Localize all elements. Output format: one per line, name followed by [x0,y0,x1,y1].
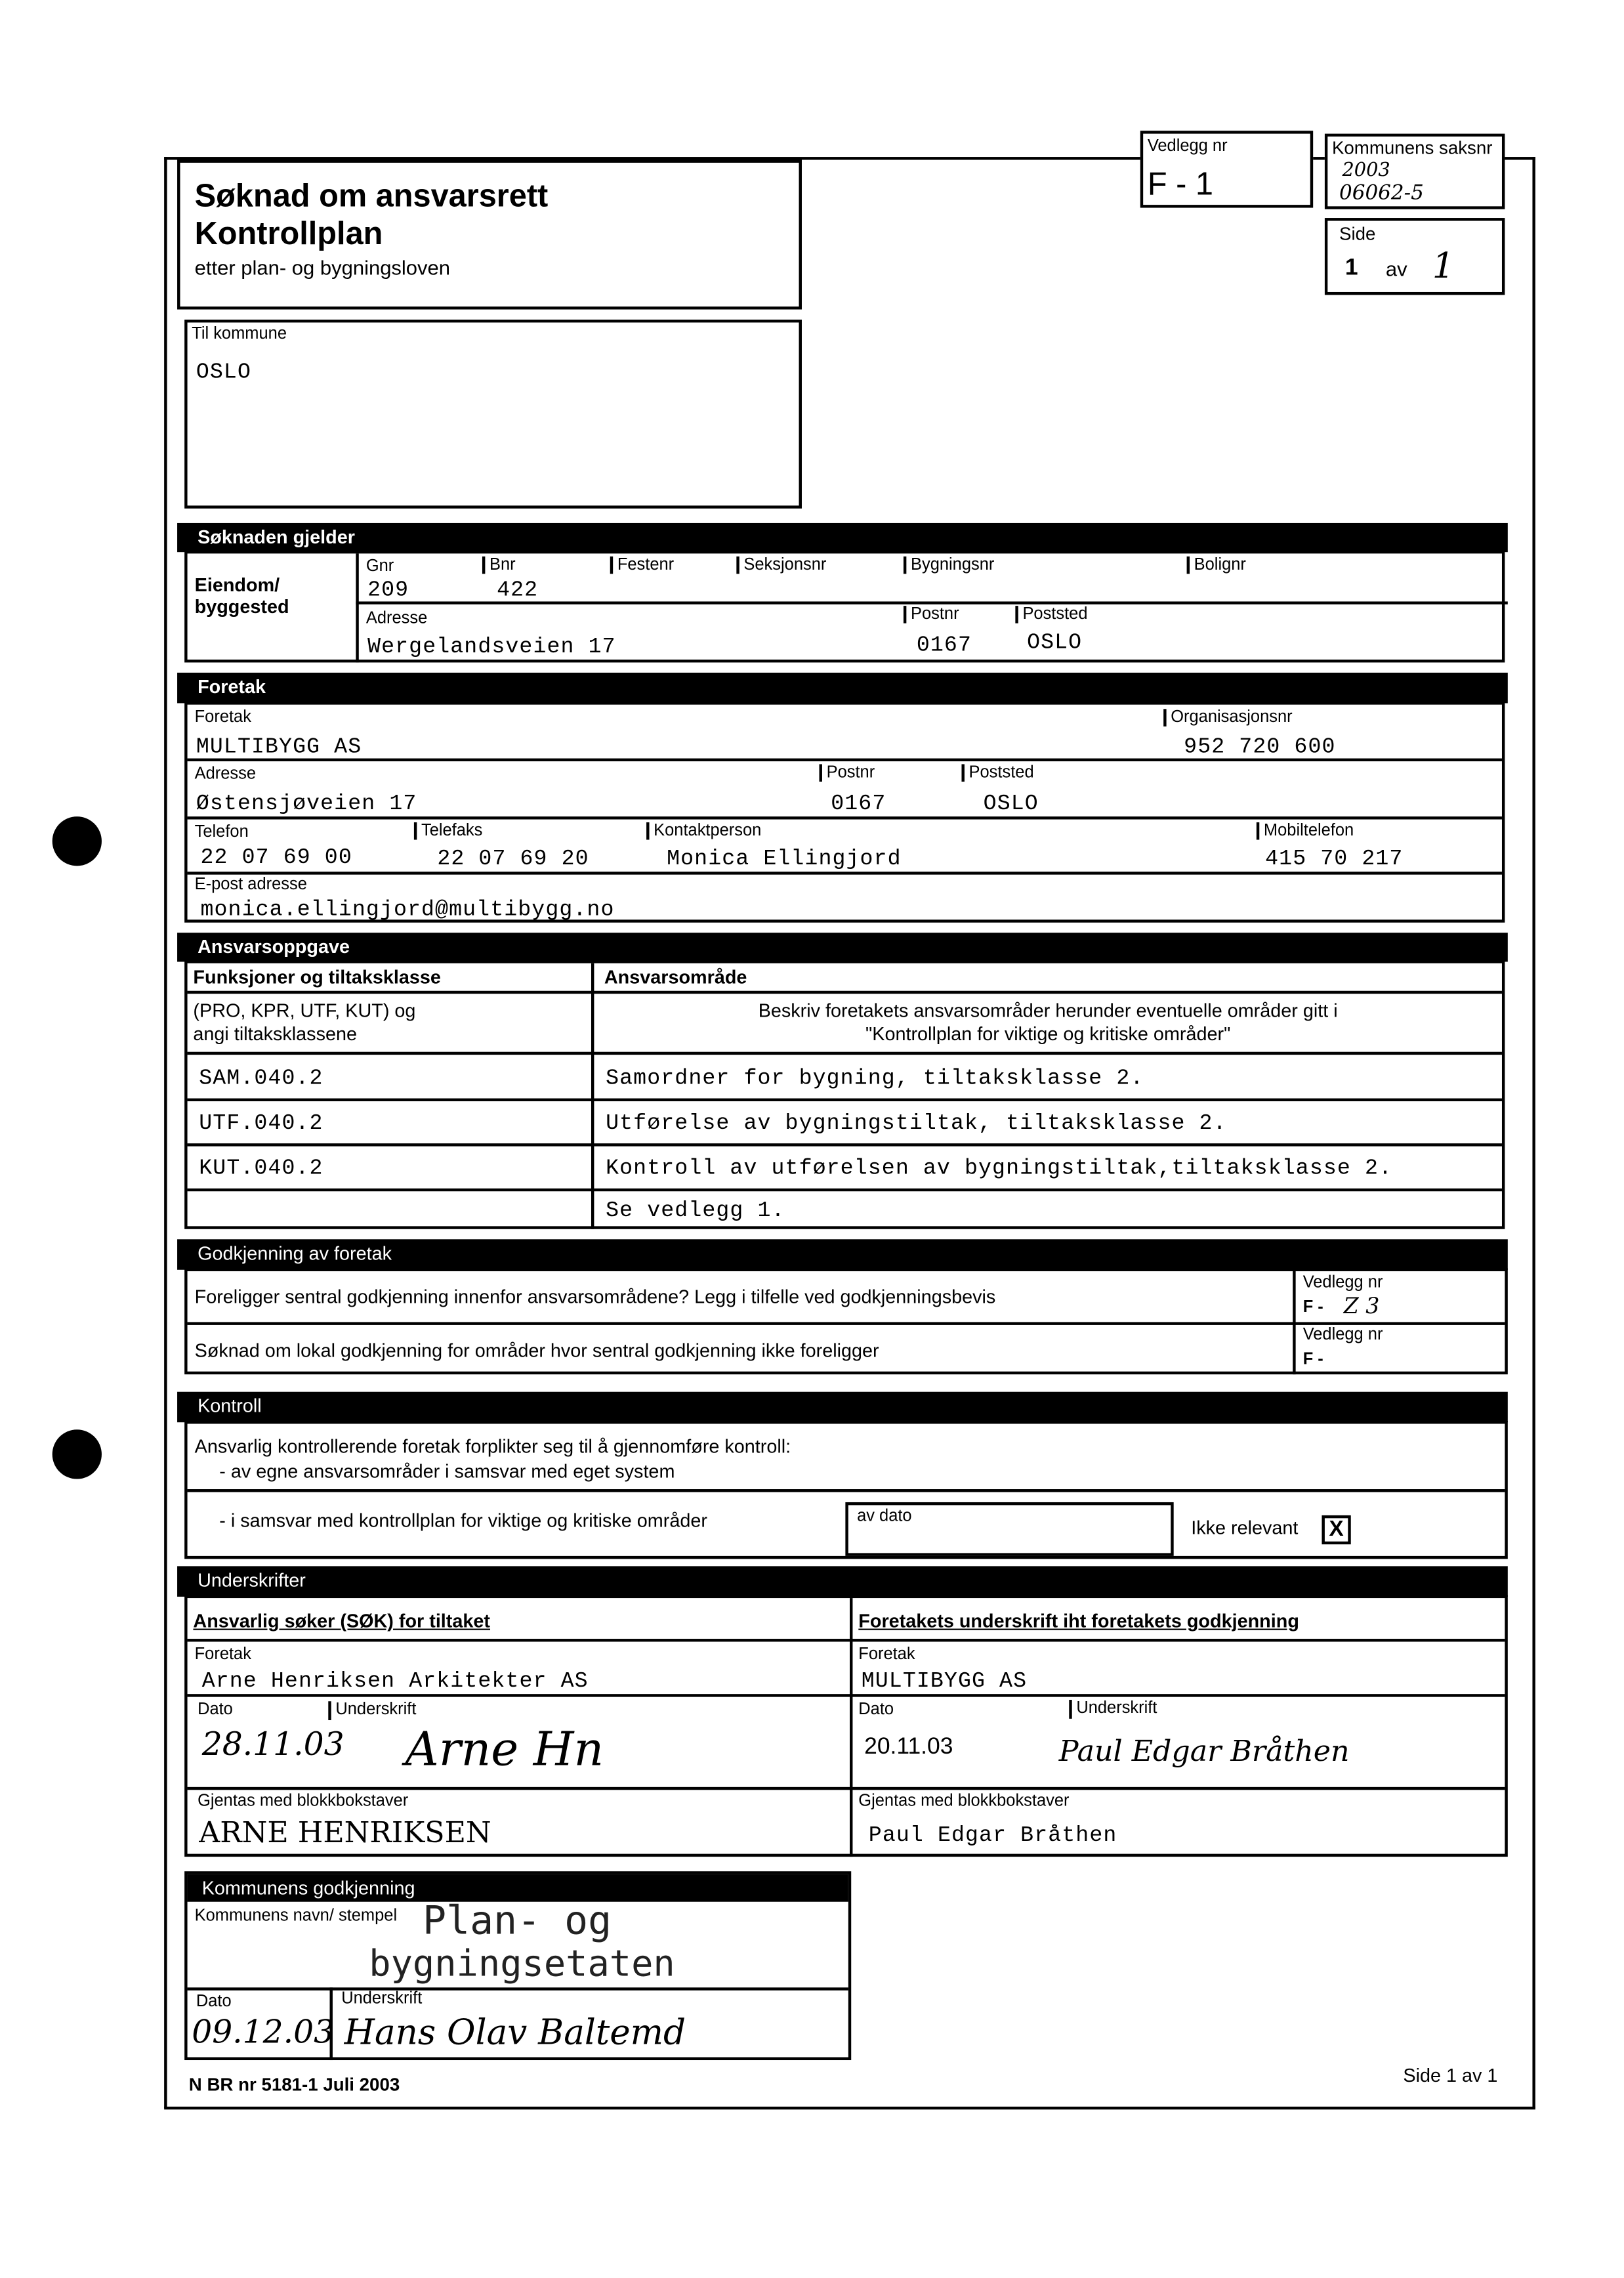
foretak-poststed-value: OSLO [983,791,1039,817]
vedlegg2-label: Vedlegg nr [1302,1326,1383,1344]
gnr-value: 209 [367,578,409,603]
ansvar-desc-2: "Kontrollplan for viktige og kritiske områder" [865,1023,1231,1045]
soker-dato-value: 28.11.03 [201,1727,344,1764]
eiendom-table [184,551,1505,662]
adresse-label: Adresse [365,610,428,628]
foretak-adresse-label: Adresse [194,765,257,784]
foretak-adresse-value: Østensjøveien 17 [196,791,417,817]
kommune-underskrift-label: Underskrift [341,1990,423,2008]
ansvar-row-area: Kontroll av utførelsen av bygningstiltak,tiltaksklasse 2. [606,1156,1393,1181]
kontaktperson-value: Monica Ellingjord [667,847,902,872]
vedlegg1-label: Vedlegg nr [1302,1274,1383,1292]
ikke-relevant-checkbox[interactable]: X [1322,1515,1350,1544]
side-total: 1 [1432,245,1455,287]
lokal-godkjenning-question: Søknad om lokal godkjenning for områder hvor sentral godkjenning ikke foreligger [194,1339,879,1362]
postnr-label: Postnr [904,606,959,623]
postnr-value: 0167 [916,633,972,658]
gnr-label: Gnr [365,558,394,576]
title-box [177,160,802,310]
vedlegg2-prefix: F - [1302,1351,1323,1369]
sentral-godkjenning-question: Foreligger sentral godkjenning innenfor ansvarsområdene? Legg i tilfelle ved godkjenningsbevis [194,1286,996,1308]
form-title-2: Kontrollplan [194,215,383,251]
av-dato-label: av dato [857,1508,912,1526]
section-kommunens-godkjenning: Kommunens godkjenning [188,1874,848,1902]
epost-label: E-post adresse [194,875,307,894]
punch-hole [52,1429,102,1479]
soker-foretak-value: Arne Henriksen Arkitekter AS [201,1669,589,1695]
vedlegg1-prefix: F - [1302,1299,1323,1317]
kontaktperson-label: Kontaktperson [646,822,761,840]
ansvar-row-area: Utførelse av bygningstiltak, tiltaksklasse 2. [606,1111,1227,1137]
foretak-dato-label: Dato [858,1701,894,1719]
col-header-funksjoner: Funksjoner og tiltaksklasse [193,966,441,988]
ansvar-row-area: Se vedlegg 1. [606,1198,785,1223]
ansvar-desc: Beskriv foretakets ansvarsområder herunder eventuelle områder gitt i [758,1000,1338,1022]
foretak-sign-label: Foretak [858,1646,915,1664]
poststed-label: Poststed [1015,606,1087,623]
ikke-relevant-label: Ikke relevant [1191,1517,1299,1539]
kommunens-godkjenning-box [184,1871,851,2060]
col-header-ansvarsomrade: Ansvarsområde [604,966,747,988]
underskrifter-table [184,1595,1508,1857]
poststed-value: OSLO [1027,630,1083,656]
kontroll-table [184,1421,1508,1559]
ansvar-row-func: SAM.040.2 [199,1066,323,1091]
ansvar-row-func: UTF.040.2 [199,1111,323,1137]
mobil-label: Mobiltelefon [1257,822,1354,840]
godkjenning-table [184,1269,1508,1375]
kontroll-kontrollplan: - i samsvar med kontrollplan for viktige og kritiske områder [219,1509,707,1532]
telefon-label: Telefon [194,824,249,841]
section-underskrifter: Underskrifter [177,1566,1508,1596]
section-foretak: Foretak [177,673,1508,703]
form-id: N BR nr 5181-1 Juli 2003 [188,2075,400,2096]
stamp-text: Plan- og [423,1899,612,1944]
soker-underskrift-label: Underskrift [328,1701,416,1720]
saksnr-line2: 06062-5 [1339,181,1424,205]
ansvar-row-area: Samordner for bygning, tiltaksklasse 2. [606,1066,1144,1091]
foretak-sign-value: MULTIBYGG AS [861,1669,1028,1695]
til-kommune-value: OSLO [196,360,252,385]
foretak-table [184,702,1505,922]
foretak-postnr-label: Postnr [820,764,875,782]
festenr-label: Festenr [610,557,674,574]
mobil-value: 415 70 217 [1265,847,1404,872]
section-godkjenning: Godkjenning av foretak [177,1239,1508,1269]
saksnr-box [1325,134,1505,209]
punch-hole [52,816,102,866]
side-box [1325,218,1505,295]
foretak-value: MULTIBYGG AS [196,735,362,760]
foretak-underskrift-label: Underskrift [1069,1700,1157,1719]
ansvar-table [184,960,1505,1229]
form-title: Søknad om ansvarsrett [194,177,549,214]
vedlegg-box [1140,131,1313,207]
section-ansvarsoppgave: Ansvarsoppgave [177,933,1508,961]
form-subtitle: etter plan- og bygningsloven [194,255,451,280]
side-av: av [1385,257,1407,281]
stamp-text-2: bygningsetaten [369,1942,675,1985]
kommune-dato-value: 09.12.03 [192,2015,335,2052]
stempel-label: Kommunens navn/ stempel [194,1907,398,1926]
kontroll-egne: - av egne ansvarsområder i samsvar med eget system [219,1460,675,1482]
foretak-dato-value: 20.11.03 [864,1735,953,1760]
telefaks-label: Telefaks [414,822,482,840]
foretak-label: Foretak [194,709,251,727]
side-value: 1 [1344,255,1358,281]
soker-foretak-label: Foretak [194,1646,251,1664]
kommune-signature: Hans Olav Baltemd [344,2012,686,2053]
section-kontroll: Kontroll [177,1392,1508,1422]
ansvar-row-func: KUT.040.2 [199,1156,323,1181]
foretak-signature: Paul Edgar Bråthen [1058,1733,1350,1769]
telefaks-value: 22 07 69 20 [437,847,589,872]
foretak-postnr-value: 0167 [831,791,886,817]
vedlegg1-value: Z 3 [1343,1293,1380,1320]
vedlegg-label: Vedlegg nr [1147,138,1228,156]
eiendom-label: Eiendom/ byggested [194,574,289,618]
side-label: Side [1339,223,1376,244]
telefon-value: 22 07 69 00 [200,845,352,871]
funksjoner-desc-2: angi tiltaksklassene [193,1023,357,1045]
page-number: Side 1 av 1 [1403,2064,1498,2086]
soker-dato-label: Dato [198,1701,233,1719]
orgnr-value: 952 720 600 [1184,735,1336,760]
soker-blokk-label: Gjentas med blokkbokstaver [198,1792,409,1811]
foretak-poststed-label: Poststed [961,764,1033,782]
foretak-blokk-value: Paul Edgar Bråthen [868,1823,1117,1848]
seksjonsnr-label: Seksjonsnr [736,557,826,574]
adresse-value: Wergelandsveien 17 [367,635,616,660]
kommune-dato-label: Dato [196,1993,232,2011]
bolignr-label: Bolignr [1187,557,1246,574]
til-kommune-box [184,320,802,509]
foretak-sign-heading: Foretakets underskrift iht foretakets godkjenning [858,1609,1299,1632]
bnr-value: 422 [497,578,539,603]
soker-blokk-value: ARNE HENRIKSEN [199,1814,491,1850]
av-dato-field[interactable] [845,1502,1173,1556]
foretak-blokk-label: Gjentas med blokkbokstaver [858,1792,1070,1811]
bygningsnr-label: Bygningsnr [904,557,994,574]
funksjoner-desc: (PRO, KPR, UTF, KUT) og [193,1000,416,1022]
kontroll-text: Ansvarlig kontrollerende foretak forplikter seg til å gjennomføre kontroll: [194,1435,791,1458]
bnr-label: Bnr [482,557,516,574]
soker-signature: Arne Hn [405,1721,604,1777]
saksnr-line1: 2003 [1342,159,1390,182]
saksnr-label: Kommunens saksnr [1331,138,1493,159]
vedlegg-value: F - 1 [1147,165,1213,202]
epost-value: monica.ellingjord@multibygg.no [200,898,615,923]
soker-heading: Ansvarlig søker (SØK) for tiltaket [193,1609,491,1632]
til-kommune-label: Til kommune [192,325,287,343]
orgnr-label: Organisasjonsnr [1163,709,1292,727]
section-soknaden-gjelder: Søknaden gjelder [177,523,1508,552]
